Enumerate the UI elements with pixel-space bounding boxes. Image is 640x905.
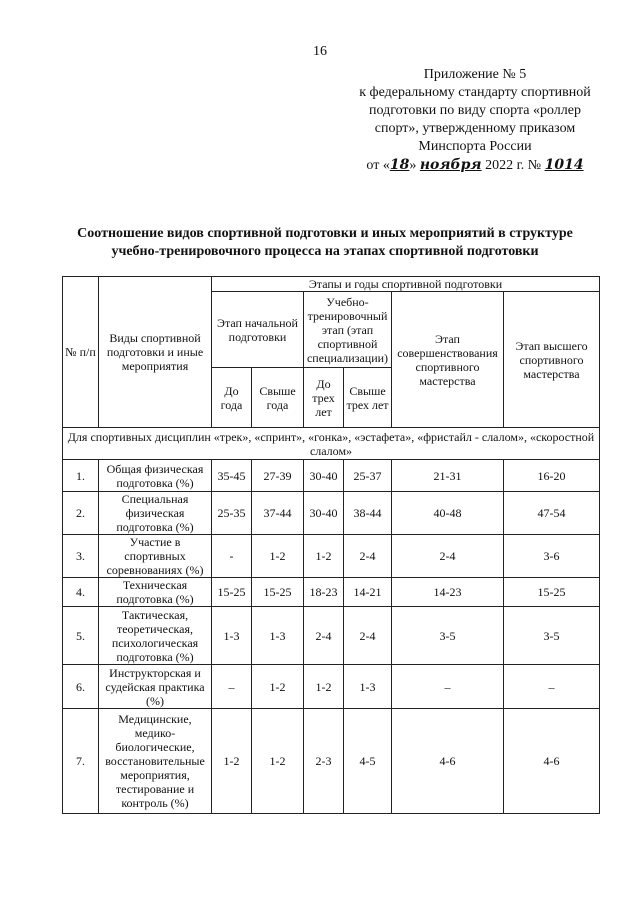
row-value: 15-25	[504, 578, 600, 607]
row-kind: Участие в спортивных соревнованиях (%)	[99, 535, 212, 578]
stage-training-header: Учебно-тренировочный этап (этап спортивной специализации)	[304, 292, 392, 368]
row-value: 38-44	[344, 492, 392, 535]
row-number: 7.	[63, 709, 99, 814]
row-value: 18-23	[304, 578, 344, 607]
row-value: 2-4	[392, 535, 504, 578]
row-value: 1-2	[252, 535, 304, 578]
training-ratio-table	[62, 276, 600, 814]
row-value: 37-44	[252, 492, 304, 535]
row-value: 4-6	[504, 709, 600, 814]
table-body	[63, 460, 600, 814]
row-value: 40-48	[392, 492, 504, 535]
sub-upto-1-year: До года	[212, 368, 252, 428]
row-kind: Инструкторская и судейская практика (%)	[99, 665, 212, 709]
row-kind: Специальная физическая подготовка (%)	[99, 492, 212, 535]
table-row	[63, 665, 600, 709]
handwritten-number: 1014	[544, 157, 584, 173]
row-value: 15-25	[212, 578, 252, 607]
disciplines-row: Для спортивных дисциплин «трек», «спринт», «гонка», «эстафета», «фристайл - слалом», «скоростной слалом»	[63, 428, 600, 460]
row-number: 3.	[63, 535, 99, 578]
row-number: 1.	[63, 460, 99, 492]
table-row	[63, 460, 600, 492]
row-value: 25-37	[344, 460, 392, 492]
sub-upto-3-years: До трех лет	[304, 368, 344, 428]
date-prefix: от «	[366, 158, 390, 173]
row-value: 1-2	[304, 535, 344, 578]
date-mid: »	[409, 158, 420, 173]
row-value: 2-4	[344, 607, 392, 665]
stage-improve-header: Этап совершенствования спортивного мастерства	[392, 292, 504, 428]
sub-over-1-year: Свыше года	[252, 368, 304, 428]
row-value: 1-2	[252, 665, 304, 709]
row-value: 30-40	[304, 492, 344, 535]
appendix-line: спорт», утвержденному приказом	[374, 121, 576, 136]
stages-header: Этапы и годы спортивной подготовки	[212, 277, 600, 292]
row-kind: Техническая подготовка (%)	[99, 578, 212, 607]
row-value: 27-39	[252, 460, 304, 492]
row-value: -	[212, 535, 252, 578]
row-number: 6.	[63, 665, 99, 709]
row-value: 4-6	[392, 709, 504, 814]
row-value: 30-40	[304, 460, 344, 492]
table-row	[63, 578, 600, 607]
handwritten-month: ноября	[419, 157, 482, 173]
row-value: 47-54	[504, 492, 600, 535]
sub-over-3-years: Свыше трех лет	[344, 368, 392, 428]
row-kind: Тактическая, теоретическая, психологическая подготовка (%)	[99, 607, 212, 665]
row-value: 35-45	[212, 460, 252, 492]
appendix-line: к федеральному стандарту спортивной	[359, 85, 591, 100]
row-value: 21-31	[392, 460, 504, 492]
handwritten-day: 18	[389, 157, 410, 173]
row-value: 1-3	[344, 665, 392, 709]
appendix-header	[350, 66, 600, 175]
stage-higher-header: Этап высшего спортивного мастерства	[504, 292, 600, 428]
row-value: 25-35	[212, 492, 252, 535]
row-value: 4-5	[344, 709, 392, 814]
table-row	[63, 535, 600, 578]
row-number: 2.	[63, 492, 99, 535]
table-row	[63, 492, 600, 535]
row-value: 1-3	[252, 607, 304, 665]
row-value: 3-6	[504, 535, 600, 578]
row-value: 1-2	[212, 709, 252, 814]
row-value: 1-2	[304, 665, 344, 709]
row-value: –	[504, 665, 600, 709]
appendix-line: Приложение № 5	[423, 67, 527, 82]
row-value: 1-2	[252, 709, 304, 814]
title-line: учебно-тренировочного процесса на этапах спортивной подготовки	[111, 244, 539, 259]
row-value: 3-5	[392, 607, 504, 665]
row-value: 14-23	[392, 578, 504, 607]
appendix-date	[350, 156, 600, 175]
row-number: 4.	[63, 578, 99, 607]
row-value: 1-3	[212, 607, 252, 665]
appendix-line: Минспорта России	[418, 139, 532, 154]
row-value: –	[212, 665, 252, 709]
page-number: 16	[313, 44, 327, 59]
date-year: 2022 г. №	[481, 158, 545, 173]
document-title	[40, 225, 610, 261]
col-kind-header: Виды спортивной подготовки и иные мероприятия	[99, 277, 212, 428]
row-value: –	[392, 665, 504, 709]
row-value: 16-20	[504, 460, 600, 492]
row-value: 15-25	[252, 578, 304, 607]
appendix-line: подготовки по виду спорта «роллер	[368, 103, 581, 118]
table-row	[63, 607, 600, 665]
row-value: 2-4	[304, 607, 344, 665]
row-kind: Медицинские, медико-биологические, восстановительные мероприятия, тестирование и контроль (%)	[99, 709, 212, 814]
row-value: 2-3	[304, 709, 344, 814]
row-value: 2-4	[344, 535, 392, 578]
col-number-header: № п/п	[63, 277, 99, 428]
row-value: 3-5	[504, 607, 600, 665]
row-kind: Общая физическая подготовка (%)	[99, 460, 212, 492]
stage-initial-header: Этап начальной подготовки	[212, 292, 304, 368]
table-row	[63, 709, 600, 814]
row-number: 5.	[63, 607, 99, 665]
row-value: 14-21	[344, 578, 392, 607]
title-line: Соотношение видов спортивной подготовки и иных мероприятий в структуре	[77, 226, 573, 241]
